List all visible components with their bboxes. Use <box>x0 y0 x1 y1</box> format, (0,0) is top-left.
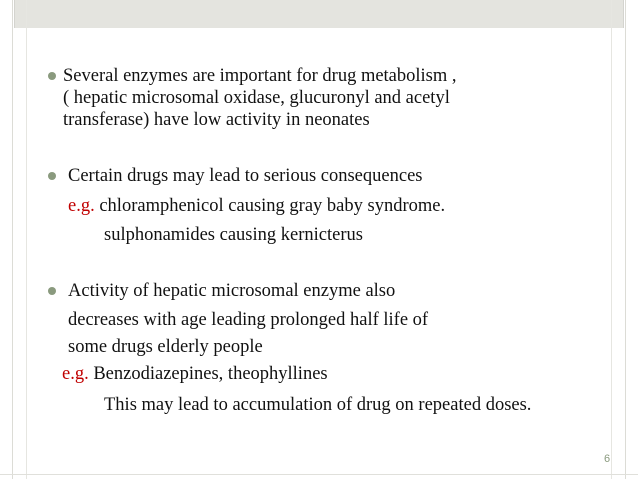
bullet-dot-icon <box>48 72 56 80</box>
slide-top-frame <box>0 0 638 28</box>
page-number: 6 <box>604 453 611 465</box>
bullet-1-line-3: transferase) have low activity in neonates <box>63 110 370 130</box>
bullet-3-line-2: decreases with age leading prolonged half life of <box>68 310 429 330</box>
example-text: chloramphenicol causing gray baby syndrome. <box>94 196 446 216</box>
example-text: Benzodiazepines, theophyllines <box>88 364 328 384</box>
bullet-3-line-3: some drugs elderly people <box>68 337 263 357</box>
right-frame-line-inner <box>611 0 612 479</box>
bullet-1-line-2: ( hepatic microsomal oxidase, glucuronyl and acetyl <box>63 88 450 108</box>
bullet-2-line-3: sulphonamides causing kernicterus <box>104 225 363 245</box>
bullet-dot-icon <box>48 287 56 295</box>
bullet-3-line-1: Activity of hepatic microsomal enzyme also <box>68 281 396 301</box>
bullet-1-line-1: Several enzymes are important for drug metabolism , <box>63 66 457 86</box>
left-frame-line <box>12 0 13 479</box>
bullet-3-example-line <box>62 363 328 385</box>
bullet-3-line-5: This may lead to accumulation of drug on repeated doses. <box>104 395 532 415</box>
left-frame-line-inner <box>26 0 27 479</box>
bullet-2-line-1: Certain drugs may lead to serious consequences <box>68 166 423 186</box>
bullet-2-example-line <box>68 195 445 217</box>
bullet-dot-icon <box>48 172 56 180</box>
right-frame-line <box>625 0 626 479</box>
bottom-frame-line <box>0 474 638 475</box>
example-prefix: e.g. <box>62 364 89 384</box>
example-prefix: e.g. <box>68 196 95 216</box>
